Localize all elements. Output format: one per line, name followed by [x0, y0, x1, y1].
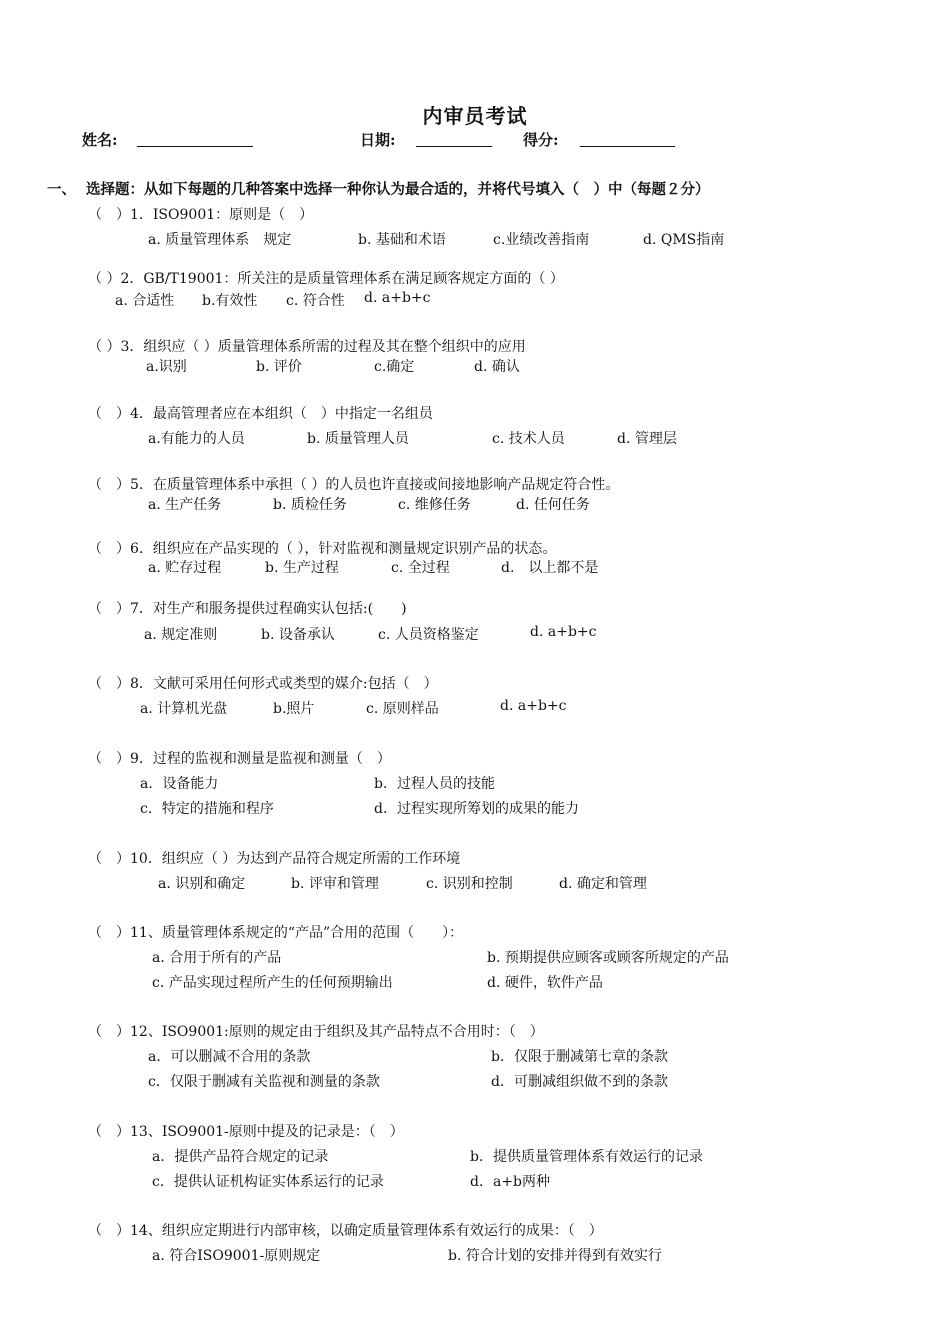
option-d: d. a+b+c — [364, 290, 431, 306]
option-a: a. 计算机光盘 — [140, 701, 228, 717]
question-stem: （ ）8．文献可采用任何形式或类型的媒介:包括（ ） — [88, 676, 438, 692]
question-stem: （ ）3．组织应（ ）质量管理体系所需的过程及其在整个组织中的应用 — [88, 339, 526, 355]
option-a: a. 贮存过程 — [148, 560, 222, 576]
name-label: 姓名: — [82, 131, 118, 149]
date-label: 日期: — [360, 131, 396, 149]
option-d: d. QMS指南 — [643, 232, 725, 248]
section-number: 一、 — [47, 181, 76, 198]
date-blank[interactable] — [416, 132, 492, 147]
option-c: c. 产品实现过程所产生的任何预期输出 — [152, 975, 393, 991]
option-c: c. 人员资格鉴定 — [378, 627, 479, 643]
question-stem: （ ）5．在质量管理体系中承担（ ）的人员也许直接或间接地影响产品规定符合性。 — [88, 477, 620, 493]
option-c: c．仅限于删减有关监视和测量的条款 — [148, 1074, 380, 1090]
option-a: a. 合用于所有的产品 — [152, 950, 282, 966]
question-stem: （ ）4．最高管理者应在本组织（ ）中指定一名组员 — [88, 406, 433, 422]
option-c: c. 维修任务 — [398, 497, 471, 513]
score-label: 得分: — [523, 131, 559, 149]
option-c: c．特定的措施和程序 — [140, 801, 274, 817]
question-stem: （ ）10．组织应（ ）为达到产品符合规定所需的工作环境 — [88, 851, 461, 867]
option-b: b. 生产过程 — [265, 560, 339, 576]
option-c: c．提供认证机构证实体系运行的记录 — [152, 1174, 384, 1190]
option-a: a.有能力的人员 — [148, 431, 245, 447]
question-stem: （ ）6．组织应在产品实现的（ ），针对监视和测量规定识别产品的状态。 — [88, 541, 557, 557]
option-b: b. 评审和管理 — [291, 876, 379, 892]
question-stem: （ ）12、ISO9001:原则的规定由于组织及其产品特点不合用时：（ ） — [88, 1024, 544, 1040]
question-stem: （ ）11、质量管理体系规定的“产品”合用的范围（ ）： — [88, 925, 464, 941]
option-b: b. 质量管理人员 — [307, 431, 409, 447]
exam-title: 内审员考试 — [422, 104, 528, 128]
option-c: c. 原则样品 — [366, 701, 439, 717]
option-c: c.业绩改善指南 — [493, 232, 590, 248]
option-d: d. a+b+c — [500, 698, 567, 714]
option-a: a. 规定准则 — [144, 627, 218, 643]
option-a: a. 符合ISO9001-原则规定 — [152, 1248, 321, 1264]
question-stem: （ ）1．ISO9001：原则是（ ） — [88, 207, 314, 223]
score-blank[interactable] — [580, 132, 675, 147]
option-d: d. 确定和管理 — [559, 876, 647, 892]
question-stem: （ ）7．对生产和服务提供过程确实认包括:( ) — [88, 601, 407, 617]
option-d: d．过程实现所筹划的成果的能力 — [374, 801, 579, 817]
option-a: a. 识别和确定 — [158, 876, 246, 892]
option-b: b. 符合计划的安排并得到有效实行 — [448, 1248, 662, 1264]
option-d: d．a+b两种 — [470, 1174, 551, 1190]
option-d: d. 确认 — [474, 359, 520, 375]
option-d: d．可删减组织做不到的条款 — [491, 1074, 668, 1090]
question-stem: （ ）13、ISO9001-原则中提及的记录是：（ ） — [88, 1124, 404, 1140]
section-instructions: 选择题：从如下每题的几种答案中选择一种你认为最合适的，并将代号填入（ ）中（每题２分） — [86, 181, 710, 198]
option-b: b．仅限于删减第七章的条款 — [491, 1049, 668, 1065]
option-d: d. 硬件，软件产品 — [487, 975, 603, 991]
option-c: c. 识别和控制 — [426, 876, 513, 892]
option-c: c. 全过程 — [391, 560, 450, 576]
option-b: b. 质检任务 — [273, 497, 347, 513]
option-b: b．过程人员的技能 — [374, 776, 495, 792]
option-a: a．可以删减不合用的条款 — [148, 1049, 311, 1065]
option-a: a．提供产品符合规定的记录 — [152, 1149, 329, 1165]
option-b: b. 评价 — [256, 359, 302, 375]
option-c: c.确定 — [374, 359, 415, 375]
option-c: c. 符合性 — [286, 293, 345, 309]
question-stem: （ ）14、组织应定期进行内部审核，以确定质量管理体系有效运行的成果：（ ） — [88, 1223, 603, 1239]
question-stem: （ ）2．GB/T19001：所关注的是质量管理体系在满足顾客规定方面的（ ） — [88, 271, 564, 287]
option-c: c. 技术人员 — [492, 431, 565, 447]
option-d: d. 以上都不是 — [501, 560, 599, 576]
option-b: b. 预期提供应顾客或顾客所规定的产品 — [487, 950, 729, 966]
option-a: a. 合适性 — [115, 293, 175, 309]
name-blank[interactable] — [137, 132, 253, 147]
option-a: a. 质量管理体系 规定 — [148, 232, 292, 248]
option-d: d. a+b+c — [530, 624, 597, 640]
option-b: b.有效性 — [202, 293, 258, 309]
option-b: b．提供质量管理体系有效运行的记录 — [470, 1149, 703, 1165]
option-b: b.照片 — [273, 701, 315, 717]
option-b: b. 设备承认 — [261, 627, 335, 643]
option-a: a．设备能力 — [140, 776, 219, 792]
option-b: b. 基础和术语 — [358, 232, 446, 248]
option-a: a. 生产任务 — [148, 497, 222, 513]
option-a: a.识别 — [146, 359, 187, 375]
question-stem: （ ）9．过程的监视和测量是监视和测量（ ） — [88, 751, 391, 767]
option-d: d. 管理层 — [617, 431, 677, 447]
option-d: d. 任何任务 — [516, 497, 590, 513]
